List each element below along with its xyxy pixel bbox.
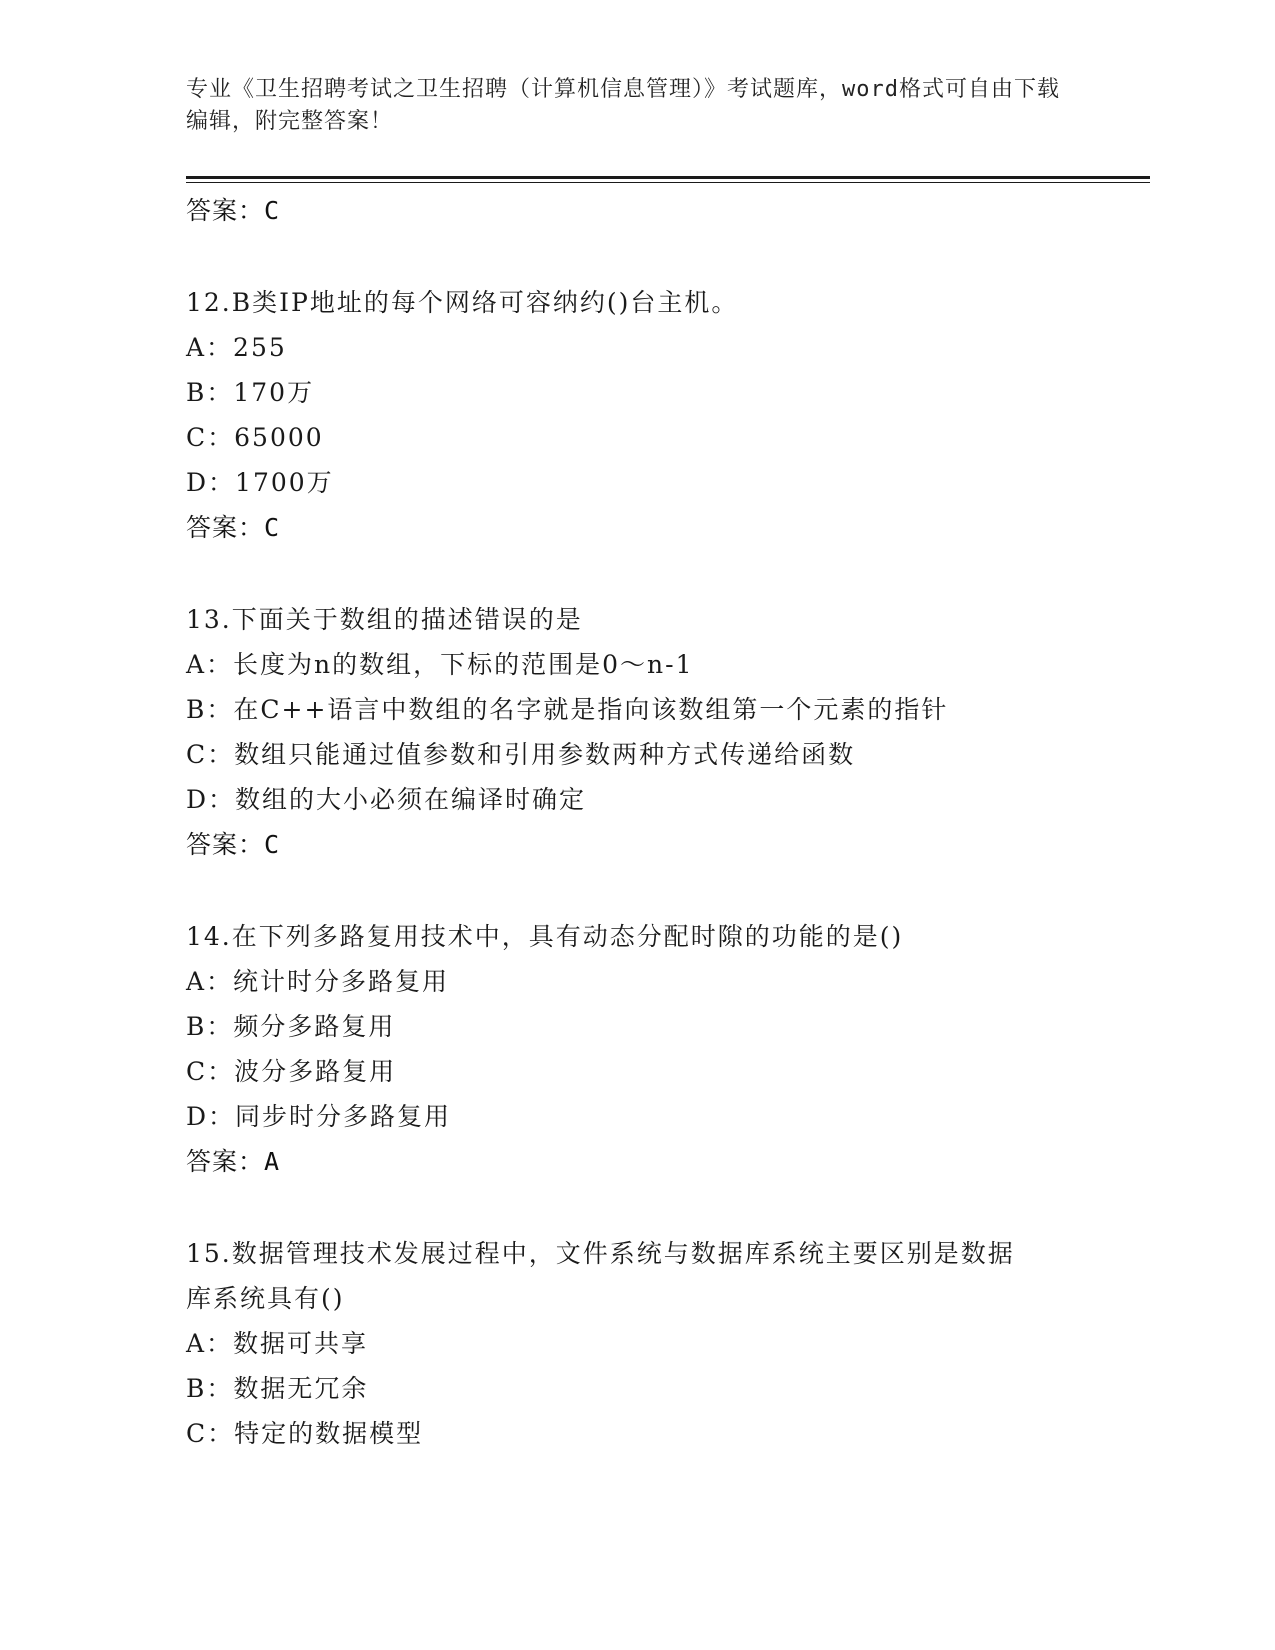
- option-c: C：65000: [186, 423, 324, 452]
- answer-line: 答案：C: [186, 196, 281, 225]
- header-rule-thick: [186, 176, 1150, 179]
- option-a: A：长度为n的数组，下标的范围是0～n-1: [186, 650, 694, 679]
- option-d: D：1700万: [186, 468, 334, 497]
- option-c: C：波分多路复用: [186, 1057, 397, 1086]
- question-stem: 13.下面关于数组的描述错误的是: [186, 605, 583, 634]
- option-a: A：255: [186, 333, 287, 362]
- question-14: [186, 914, 1086, 1184]
- header-rule-thin: [186, 182, 1150, 183]
- option-b: B：170万: [186, 378, 315, 407]
- option-b: B：数据无冗余: [186, 1374, 369, 1403]
- question-13: [186, 597, 1086, 867]
- option-d: D：数组的大小必须在编译时确定: [186, 785, 587, 814]
- answer-line: 答案：A: [186, 1147, 281, 1176]
- page-header: 专业《卫生招聘考试之卫生招聘（计算机信息管理）》考试题库，word格式可自由下载编辑，附完整答案！: [186, 77, 1060, 134]
- question-stem: 12.B类IP地址的每个网络可容纳约()台主机。: [186, 288, 739, 317]
- option-b: B：频分多路复用: [186, 1012, 396, 1041]
- option-c: C：数组只能通过值参数和引用参数两种方式传递给函数: [186, 740, 856, 769]
- question-stem-line-2: 库系统具有(): [186, 1284, 345, 1313]
- question-list: [186, 188, 1086, 1456]
- answer-line: 答案：C: [186, 830, 281, 859]
- option-a: A：数据可共享: [186, 1329, 369, 1358]
- option-d: D：同步时分多路复用: [186, 1102, 452, 1131]
- option-b: B：在C++语言中数组的名字就是指向该数组第一个元素的指针: [186, 695, 949, 724]
- question-stem-line-1: 15.数据管理技术发展过程中，文件系统与数据库系统主要区别是数据: [186, 1239, 1015, 1268]
- option-a: A：统计时分多路复用: [186, 967, 450, 996]
- question-15: [186, 1231, 1086, 1456]
- answer-line: 答案：C: [186, 513, 281, 542]
- question-stem: 14.在下列多路复用技术中，具有动态分配时隙的功能的是(): [186, 922, 904, 951]
- option-c: C：特定的数据模型: [186, 1419, 424, 1448]
- question-12: [186, 280, 1086, 550]
